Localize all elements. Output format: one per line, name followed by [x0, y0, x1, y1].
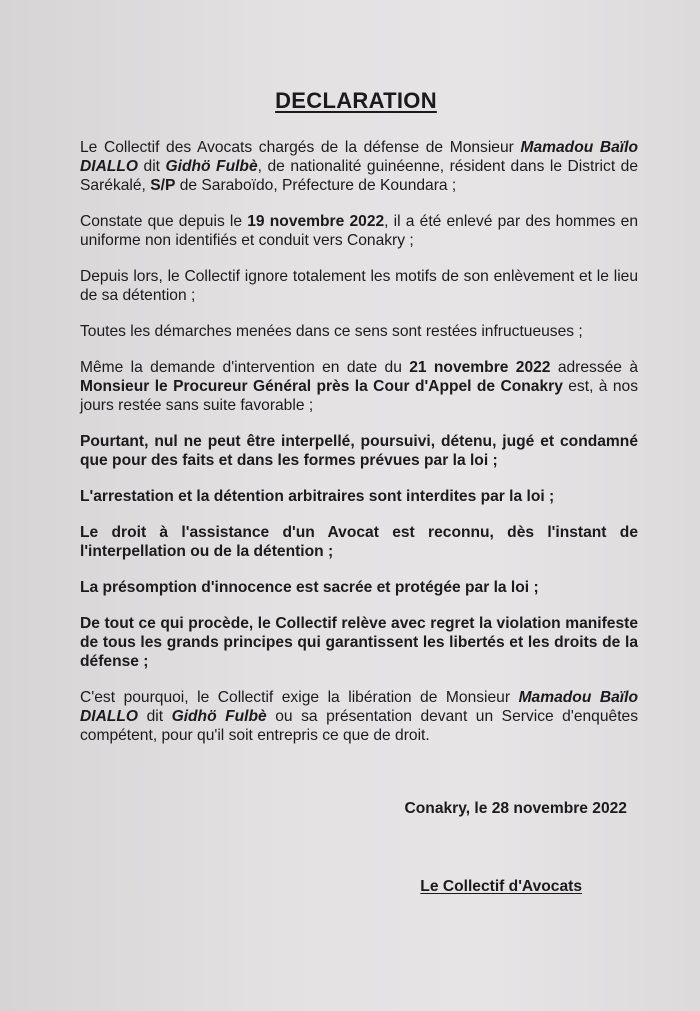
text: adressée à [550, 359, 638, 376]
text: ou sa présentation devant un Service d'enquêtes compétent, pour qu'il soit entrepris ce que de droit. [80, 708, 638, 744]
text: Le Collectif des Avocats chargés de la défense de Monsieur [80, 139, 521, 156]
paragraph-presumption-innocence: La présomption d'innocence est sacrée et protégée par la loi ; [80, 579, 539, 596]
abduction-date: 19 novembre 2022 [247, 213, 385, 230]
paragraph-intro [80, 138, 638, 195]
text: dit [138, 158, 166, 175]
text: est, à nos jours restée sans suite favorable ; [80, 378, 638, 414]
text: dit [138, 708, 172, 725]
declaration-body [80, 138, 638, 762]
text: , de nationalité guinéenne, résident dans le District de Sarékalé, [80, 158, 638, 194]
paragraph-request [80, 358, 638, 415]
text: Même la demande d'intervention en date du [80, 359, 410, 376]
defendant-name: Mamadou Baïlo DIALLO [80, 139, 638, 175]
paragraph-right-to-counsel: Le droit à l'assistance d'un Avocat est reconnu, dès l'instant de l'interpellation ou de la détention ; [80, 524, 638, 560]
signatory: Le Collectif d'Avocats [420, 878, 582, 895]
text: de Saraboïdo, Préfecture de Koundara ; [175, 177, 457, 194]
paragraph-arbitrary-detention: L'arrestation et la détention arbitraires sont interdites par la loi ; [80, 488, 555, 505]
paragraph-abduction [80, 212, 638, 250]
paragraph-fruitless-efforts: Toutes les démarches menées dans ce sens sont restées infructueuses ; [80, 323, 583, 340]
request-recipient: Monsieur le Procureur Général près la Cour d'Appel de Conakry [80, 378, 563, 395]
defendant-alias: Gidhö Fulbè [171, 708, 267, 725]
defendant-alias: Gidhö Fulbè [165, 158, 258, 175]
paragraph-unknown-motives: Depuis lors, le Collectif ignore totalement les motifs de son enlèvement et le lieu de sa détention ; [80, 268, 638, 304]
place-and-date: Conakry, le 28 novembre 2022 [404, 800, 627, 817]
text: Constate que depuis le [80, 213, 248, 230]
text: C'est pourquoi, le Collectif exige la libération de Monsieur [80, 689, 519, 706]
defendant-name: Mamadou Baïlo DIALLO [80, 689, 638, 725]
request-date: 21 novembre 2022 [409, 359, 551, 376]
sp-abbrev: S/P [150, 177, 176, 194]
text: , il a été enlevé par des hommes en uniforme non identifiés et conduit vers Conakry ; [80, 213, 638, 249]
paragraph-demand [80, 688, 638, 745]
paragraph-legal-principle: Pourtant, nul ne peut être interpellé, poursuivi, détenu, jugé et condamné que pour des faits et dans les formes prévues par la loi ; [80, 433, 638, 469]
document-title: DECLARATION [275, 88, 437, 113]
paragraph-violation: De tout ce qui procède, le Collectif relève avec regret la violation manifeste de tous les grands principes qui garantissent les libertés et les droits de la défense ; [80, 615, 638, 670]
